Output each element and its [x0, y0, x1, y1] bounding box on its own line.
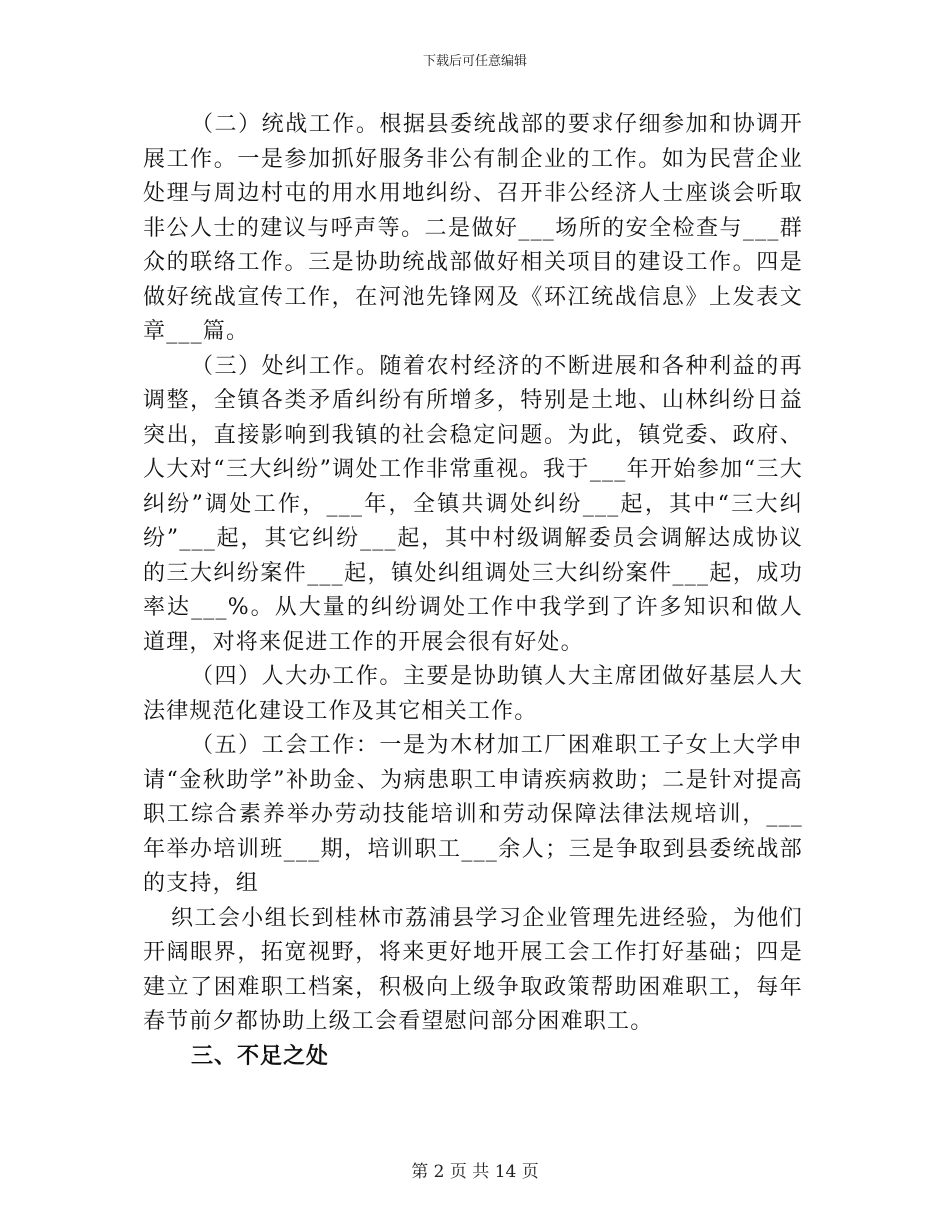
- page-header-note: 下载后可任意编辑: [422, 54, 527, 69]
- paragraph-dispute-handling: （三）处纠工作。随着农村经济的不断进展和各种利益的再调整，全镇各类矛盾纠纷有所增多，特别是土地、山林纠纷日益突出，直接影响到我镇的社会稳定问题。为此，镇党委、政府、人大对“三大纠纷”调处工作非常重视。我于___年开始参加“三大纠纷”调处工作，___年，全镇共调处纠纷___起，其中“三大纠纷”___起，其它纠纷___起，其中村级调解委员会调解达成协议的三大纠纷案件___起，镇处纠组调处三大纠纷案件___起，成功率达___%。从大量的纠纷调处工作中我学到了许多知识和做人道理，对将来促进工作的开展会很有好处。: [143, 353, 803, 655]
- paragraph-trade-union-continued: 织工会小组长到桂林市荔浦县学习企业管理先进经验，为他们开阔眼界，拓宽视野，将来更好地开展工会工作打好基础；四是建立了困难职工档案，积极向上级争取政策帮助困难职工，每年春节前夕都协助上级工会看望慰问部分困难职工。: [143, 905, 803, 1034]
- document-body: [143, 108, 803, 1074]
- paragraph-trade-union-work: （五）工会工作：一是为木材加工厂困难职工子女上大学申请“金秋助学”补助金、为病患职工申请疾病救助；二是针对提高职工综合素养举办劳动技能培训和劳动保障法律法规培训，___年举办培训班___期，培训职工___余人；三是争取到县委统战部的支持，组: [143, 733, 803, 896]
- paragraph-united-front-work: （二）统战工作。根据县委统战部的要求仔细参加和协调开展工作。一是参加抓好服务非公有制企业的工作。如为民营企业处理与周边村屯的用水用地纠纷、召开非公经济人士座谈会听取非公人士的建议与呼声等。二是做好___场所的安全检查与___群众的联络工作。三是协助统战部做好相关项目的建设工作。四是做好统战宣传工作，在河池先锋网及《环江统战信息》上发表文章___篇。: [143, 112, 803, 344]
- paragraph-npc-office-work: （四）人大办工作。主要是协助镇人大主席团做好基层人大法律规范化建设工作及其它相关工作。: [143, 664, 803, 724]
- page-number: 第 2 页 共 14 页: [411, 1162, 539, 1182]
- section-heading-shortcomings: 三、不足之处: [191, 1043, 330, 1069]
